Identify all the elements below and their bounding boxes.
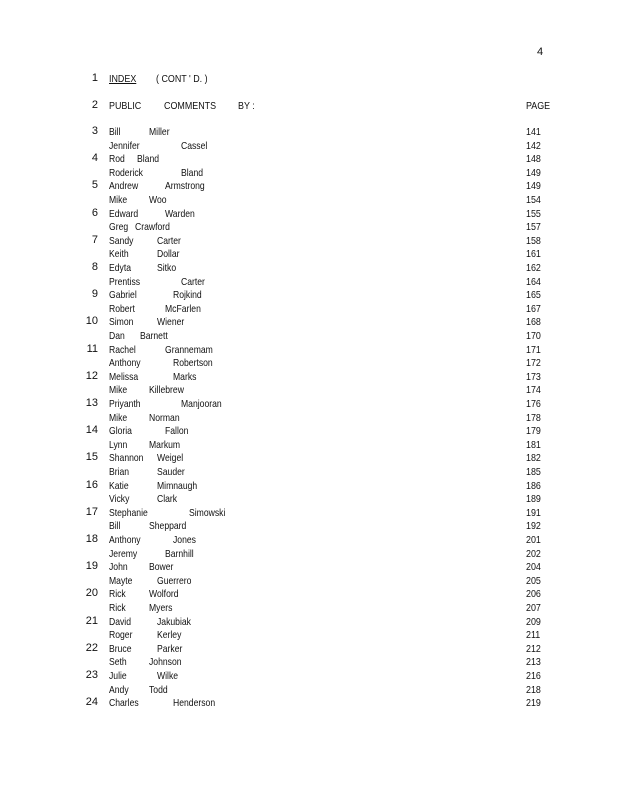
page-ref: 209	[526, 615, 541, 628]
last-name: Manjooran	[181, 398, 222, 410]
last-name: McFarlen	[165, 302, 201, 315]
first-name: Mike	[109, 384, 128, 397]
line-number: 13	[85, 397, 98, 409]
last-name: Bland	[181, 166, 204, 179]
line-number: 6	[91, 206, 98, 219]
first-name: Mayte	[109, 574, 133, 587]
page-ref: 212	[526, 642, 541, 655]
first-name: Robert	[109, 302, 135, 315]
last-name: Wiener	[157, 316, 185, 329]
page-ref: 172	[526, 357, 541, 370]
page-ref: 149	[526, 166, 541, 179]
last-name: Jakubiak	[157, 615, 191, 628]
page-header: PAGE	[526, 100, 551, 112]
page-ref: 164	[526, 275, 541, 288]
page-ref: 218	[526, 683, 541, 696]
page-ref: 171	[526, 343, 541, 356]
last-name: Carter	[157, 234, 181, 247]
last-name: Woo	[149, 194, 167, 206]
line-number: 22	[85, 641, 98, 654]
first-name: Anthony	[109, 534, 141, 546]
last-name: Johnson	[149, 656, 182, 669]
first-name: Anthony	[109, 357, 141, 370]
last-name: Crawford	[135, 221, 170, 234]
line-number: 9	[91, 288, 98, 301]
contd-label: ( CONT ' D. )	[156, 73, 208, 85]
page-ref: 216	[526, 670, 541, 682]
page-ref: 173	[526, 370, 541, 383]
line-number: 5	[91, 179, 98, 192]
by-header: BY :	[238, 100, 255, 112]
first-name: Gloria	[109, 425, 132, 438]
last-name: Wilke	[157, 670, 179, 682]
first-name: Gabriel	[109, 289, 137, 302]
last-name: Barnhill	[165, 547, 194, 560]
page-ref: 211	[526, 629, 541, 642]
first-name: Shannon	[109, 452, 144, 465]
first-name: David	[109, 615, 132, 628]
last-name: Fallon	[165, 425, 189, 438]
page-ref: 162	[526, 262, 541, 274]
last-name: Wolford	[149, 588, 179, 601]
last-name: Carter	[181, 275, 205, 288]
last-name: Markum	[149, 438, 181, 451]
page-ref: 158	[526, 234, 541, 247]
last-name: Jones	[173, 534, 196, 546]
first-name: Lynn	[109, 438, 128, 451]
first-name: Andy	[109, 683, 129, 696]
page-ref: 155	[526, 207, 541, 220]
line-number: 4	[91, 152, 98, 165]
first-name: Brian	[109, 466, 130, 478]
first-name: Charles	[109, 697, 139, 710]
last-name: Warden	[165, 207, 195, 220]
line-number: 8	[91, 261, 98, 273]
last-name: Sheppard	[149, 520, 187, 533]
page-ref: 149	[526, 180, 541, 193]
first-name: Bill	[109, 126, 121, 138]
page-ref: 181	[526, 438, 541, 451]
first-name: Edward	[109, 207, 139, 220]
page-ref: 142	[526, 139, 541, 152]
first-name: Julie	[109, 670, 127, 682]
line-number: 21	[85, 614, 98, 627]
last-name: Guerrero	[157, 574, 192, 587]
page-ref: 178	[526, 411, 541, 424]
page-ref: 141	[526, 126, 541, 138]
first-name: Sandy	[109, 234, 134, 247]
first-name: John	[109, 561, 128, 574]
last-name: Miller	[149, 126, 170, 138]
line-number: 23	[85, 669, 98, 681]
last-name: Weigel	[157, 452, 184, 465]
line-number: 20	[85, 587, 98, 600]
last-name: Norman	[149, 411, 180, 424]
page-ref: 219	[526, 697, 541, 710]
page-ref: 161	[526, 248, 541, 261]
page-ref: 154	[526, 194, 541, 206]
line-number: 24	[85, 696, 98, 709]
last-name: Myers	[149, 602, 173, 614]
last-name: Bower	[149, 561, 174, 574]
last-name: Mimnaugh	[157, 479, 198, 492]
line-number: 12	[85, 369, 98, 382]
last-name: Henderson	[173, 697, 216, 710]
line-number: 3	[91, 125, 98, 137]
last-name: Bland	[137, 153, 160, 166]
page-ref: 191	[526, 506, 541, 519]
last-name: Simowski	[189, 506, 226, 519]
first-name: Mike	[109, 411, 128, 424]
page-ref: 201	[526, 534, 541, 546]
first-name: Rick	[109, 588, 126, 601]
first-name: Bruce	[109, 642, 132, 655]
last-name: Kerley	[157, 629, 182, 642]
last-name: Cassel	[181, 139, 208, 152]
first-name: Keith	[109, 248, 129, 261]
line-number: 11	[86, 342, 98, 355]
last-name: Killebrew	[149, 384, 184, 397]
page-ref: 207	[526, 602, 541, 614]
page-ref: 170	[526, 330, 541, 342]
first-name: Katie	[109, 479, 129, 492]
last-name: Clark	[157, 493, 178, 506]
first-name: Vicky	[109, 493, 130, 506]
page-number: 4	[537, 46, 544, 58]
page-ref: 168	[526, 316, 541, 329]
last-name: Todd	[149, 683, 168, 696]
first-name: Simon	[109, 316, 134, 329]
last-name: Rojkind	[173, 289, 202, 302]
first-name: Priyanth	[109, 398, 141, 410]
page-ref: 179	[526, 425, 541, 438]
page-ref: 186	[526, 479, 541, 492]
first-name: Greg	[109, 221, 129, 234]
line-number: 2	[91, 99, 98, 111]
first-name: Andrew	[109, 180, 139, 193]
line-number: 16	[85, 478, 98, 491]
last-name: Barnett	[140, 330, 168, 342]
public-header: PUBLIC	[109, 100, 142, 112]
last-name: Sitko	[157, 262, 177, 274]
first-name: Mike	[109, 194, 128, 206]
page-ref: 205	[526, 574, 541, 587]
first-name: Melissa	[109, 370, 139, 383]
page-ref: 148	[526, 153, 541, 166]
page-ref: 185	[526, 466, 541, 478]
last-name: Grannemam	[165, 343, 213, 356]
first-name: Bill	[109, 520, 121, 533]
line-number: 14	[85, 424, 98, 437]
last-name: Sauder	[157, 466, 185, 478]
page-ref: 202	[526, 547, 541, 560]
comments-header: COMMENTS	[164, 100, 217, 112]
page-ref: 192	[526, 520, 541, 533]
page-ref: 204	[526, 561, 541, 574]
first-name: Rick	[109, 602, 126, 614]
line-number: 7	[91, 233, 98, 246]
first-name: Prentiss	[109, 275, 141, 288]
page-ref: 206	[526, 588, 541, 601]
page-ref: 165	[526, 289, 541, 302]
first-name: Rachel	[109, 343, 136, 356]
page-ref: 157	[526, 221, 541, 234]
page-ref: 213	[526, 656, 541, 669]
page-ref: 189	[526, 493, 541, 506]
page-ref: 176	[526, 398, 541, 410]
page-ref: 167	[526, 302, 541, 315]
page-ref: 174	[526, 384, 541, 397]
last-name: Armstrong	[165, 180, 205, 193]
last-name: Robertson	[173, 357, 213, 370]
line-number: 17	[85, 505, 98, 518]
line-number: 15	[85, 451, 98, 464]
first-name: Jeremy	[109, 547, 138, 560]
last-name: Dollar	[157, 248, 180, 261]
page-ref: 182	[526, 452, 541, 465]
first-name: Rod	[109, 153, 125, 166]
first-name: Jennifer	[109, 139, 140, 152]
first-name: Edyta	[109, 262, 132, 274]
last-name: Marks	[173, 370, 197, 383]
line-number: 18	[85, 533, 98, 545]
first-name: Seth	[109, 656, 127, 669]
first-name: Dan	[109, 330, 125, 342]
index-title: INDEX	[109, 73, 137, 85]
first-name: Roger	[109, 629, 133, 642]
last-name: Parker	[157, 642, 183, 655]
line-number: 1	[91, 72, 98, 84]
line-number: 19	[85, 560, 98, 573]
first-name: Stephanie	[109, 506, 148, 519]
first-name: Roderick	[109, 166, 143, 179]
line-number: 10	[85, 315, 98, 328]
